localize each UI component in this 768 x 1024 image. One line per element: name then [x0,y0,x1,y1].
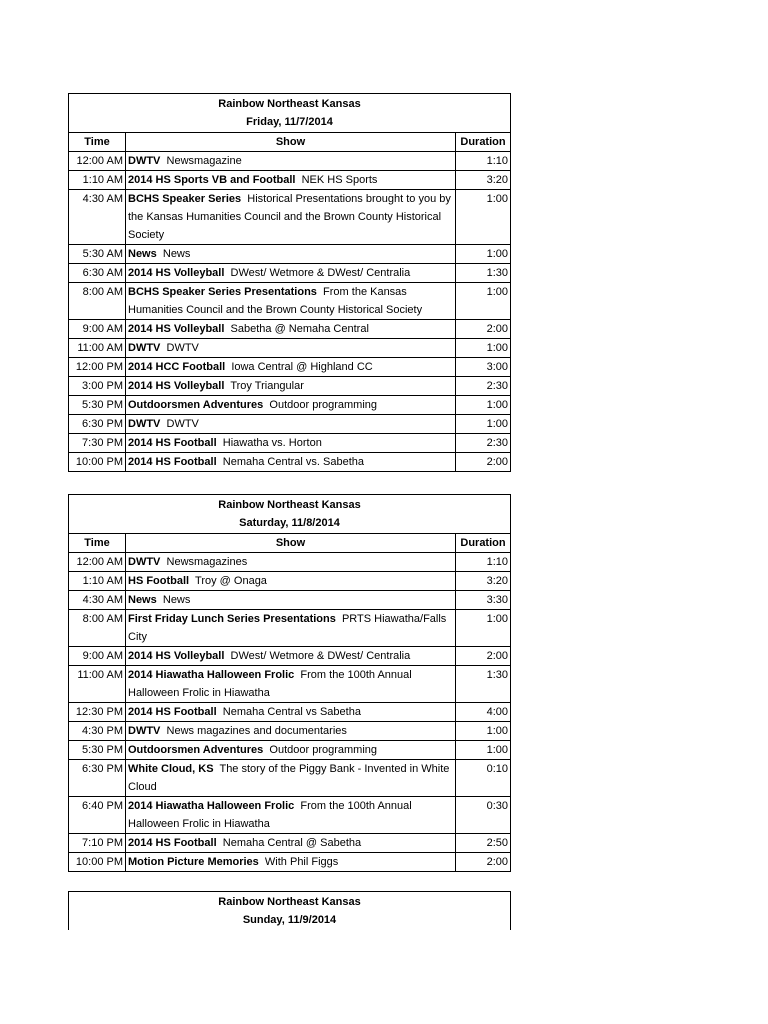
show-description: DWTV [166,418,199,430]
show-title: 2014 HS Football [128,456,217,468]
schedule-row [69,722,511,741]
show-title: 2014 Hiawatha Halloween Frolic [128,800,295,812]
station-title: Rainbow Northeast Kansas [69,892,511,912]
show-cell [126,741,456,760]
show-title: 2014 Hiawatha Halloween Frolic [128,669,295,681]
duration-cell: 1:10 [456,553,511,572]
show-cell [126,264,456,283]
show-description: Troy Triangular [230,380,304,392]
schedule-row [69,339,511,358]
schedule-row [69,264,511,283]
schedule-row [69,320,511,339]
duration-cell: 1:00 [456,415,511,434]
duration-cell: 3:30 [456,591,511,610]
schedule-row [69,853,511,872]
schedule-row [69,760,511,797]
duration-cell: 0:30 [456,797,511,834]
schedule-table-sunday [68,891,511,930]
show-cell [126,171,456,190]
show-description: DWest/ Wetmore & DWest/ Centralia [230,650,411,662]
show-description: Outdoor programming [269,744,378,756]
time-cell: 3:00 PM [69,377,126,396]
show-cell [126,722,456,741]
show-title: 2014 HS Volleyball [128,323,225,335]
show-cell [126,591,456,610]
show-header: Show [126,534,456,553]
show-title: DWTV [128,725,161,737]
show-cell [126,760,456,797]
show-cell [126,703,456,722]
time-cell: 11:00 AM [69,339,126,358]
show-cell [126,190,456,245]
show-title: DWTV [128,342,161,354]
station-title: Rainbow Northeast Kansas [69,94,511,114]
show-title: Outdoorsmen Adventures [128,744,264,756]
schedule-row [69,434,511,453]
duration-cell: 2:00 [456,853,511,872]
duration-cell: 2:30 [456,434,511,453]
time-cell: 1:10 AM [69,171,126,190]
schedule-row [69,190,511,245]
time-cell: 4:30 PM [69,722,126,741]
show-cell [126,434,456,453]
duration-cell: 2:00 [456,320,511,339]
show-cell [126,853,456,872]
duration-cell: 1:00 [456,245,511,264]
schedule-row [69,283,511,320]
time-header: Time [69,133,126,152]
duration-cell: 1:00 [456,190,511,245]
show-cell [126,320,456,339]
show-description: News [162,594,191,606]
show-description: DWest/ Wetmore & DWest/ Centralia [230,267,411,279]
show-title: 2014 HS Football [128,706,217,718]
show-description: Nemaha Central vs. Sabetha [222,456,365,468]
show-cell [126,415,456,434]
duration-cell: 1:10 [456,152,511,171]
show-title: HS Football [128,575,190,587]
show-title: First Friday Lunch Series Presentations [128,613,336,625]
schedule-row [69,245,511,264]
show-description: Newsmagazines [166,556,248,568]
show-title: 2014 HS Football [128,437,217,449]
time-cell: 10:00 PM [69,853,126,872]
show-description: Troy @ Onaga [195,575,267,587]
time-cell: 6:30 PM [69,760,126,797]
schedule-row [69,797,511,834]
time-cell: 11:00 AM [69,666,126,703]
duration-cell: 4:00 [456,703,511,722]
schedule-row [69,358,511,377]
show-title: DWTV [128,418,161,430]
time-cell: 12:00 PM [69,358,126,377]
show-description: From the Kansas Humanities Council and the Brown County Historical Society [128,286,423,316]
show-cell [126,610,456,647]
show-cell [126,572,456,591]
time-cell: 8:00 AM [69,610,126,647]
duration-cell: 1:00 [456,722,511,741]
time-cell: 6:40 PM [69,797,126,834]
show-cell [126,666,456,703]
time-cell: 12:00 AM [69,553,126,572]
duration-cell: 1:00 [456,610,511,647]
show-cell [126,453,456,472]
show-cell [126,377,456,396]
schedule-row [69,834,511,853]
duration-cell: 1:00 [456,283,511,320]
time-cell: 4:30 AM [69,190,126,245]
duration-header: Duration [456,534,511,553]
schedule-row [69,396,511,415]
duration-cell: 3:20 [456,171,511,190]
time-cell: 9:00 AM [69,647,126,666]
station-title: Rainbow Northeast Kansas [69,495,511,515]
show-description: Nemaha Central vs Sabetha [222,706,361,718]
time-cell: 6:30 AM [69,264,126,283]
show-title: 2014 HS Volleyball [128,650,225,662]
duration-cell: 1:30 [456,666,511,703]
show-description: Hiawatha vs. Horton [222,437,322,449]
column-headers [69,133,511,152]
time-cell: 7:10 PM [69,834,126,853]
schedule-row [69,741,511,760]
show-title: Motion Picture Memories [128,856,259,868]
time-cell: 12:00 AM [69,152,126,171]
schedule-row [69,377,511,396]
duration-cell: 1:00 [456,339,511,358]
show-description: With Phil Figgs [264,856,339,868]
show-title: BCHS Speaker Series [128,193,242,205]
duration-cell: 2:00 [456,647,511,666]
show-title: 2014 HS Sports VB and Football [128,174,296,186]
show-title: 2014 HS Volleyball [128,267,225,279]
schedule-date: Sunday, 11/9/2014 [69,911,511,930]
show-title: 2014 HCC Football [128,361,226,373]
show-description: Iowa Central @ Highland CC [231,361,373,373]
show-cell [126,339,456,358]
schedule-row [69,591,511,610]
show-cell [126,152,456,171]
show-description: From the 100th Annual Halloween Frolic in Hiawatha [128,669,412,699]
duration-cell: 1:30 [456,264,511,283]
show-cell [126,553,456,572]
time-cell: 4:30 AM [69,591,126,610]
schedule-row [69,415,511,434]
show-description: News magazines and documentaries [166,725,347,737]
show-title: White Cloud, KS [128,763,214,775]
schedule-table-friday [68,93,511,472]
show-cell [126,245,456,264]
time-cell: 5:30 PM [69,396,126,415]
column-headers [69,534,511,553]
show-description: DWTV [166,342,199,354]
schedule-row [69,610,511,647]
time-cell: 7:30 PM [69,434,126,453]
show-description: Newsmagazine [166,155,242,167]
show-cell [126,834,456,853]
schedule-row [69,666,511,703]
duration-header: Duration [456,133,511,152]
schedule-row [69,553,511,572]
show-title: Outdoorsmen Adventures [128,399,264,411]
show-cell [126,396,456,415]
show-description: Historical Presentations brought to you by the Kansas Humanities Council and the Brown County Historical Society [128,193,451,241]
schedule-row [69,572,511,591]
duration-cell: 2:30 [456,377,511,396]
time-cell: 10:00 PM [69,453,126,472]
schedule-row [69,152,511,171]
show-description: Nemaha Central @ Sabetha [222,837,362,849]
time-cell: 12:30 PM [69,703,126,722]
show-title: News [128,248,157,260]
show-description: Sabetha @ Nemaha Central [230,323,369,335]
show-cell [126,797,456,834]
duration-cell: 3:20 [456,572,511,591]
show-cell [126,283,456,320]
time-header: Time [69,534,126,553]
schedule-row [69,703,511,722]
duration-cell: 2:00 [456,453,511,472]
show-description: NEK HS Sports [301,174,378,186]
duration-cell: 2:50 [456,834,511,853]
time-cell: 8:00 AM [69,283,126,320]
show-header: Show [126,133,456,152]
schedule-date: Friday, 11/7/2014 [69,113,511,133]
time-cell: 5:30 AM [69,245,126,264]
show-description: News [162,248,191,260]
time-cell: 5:30 PM [69,741,126,760]
time-cell: 9:00 AM [69,320,126,339]
show-cell [126,358,456,377]
show-description: Outdoor programming [269,399,378,411]
time-cell: 1:10 AM [69,572,126,591]
show-cell [126,647,456,666]
schedule-row [69,171,511,190]
show-description: The story of the Piggy Bank - Invented in White Cloud [128,763,450,793]
show-title: 2014 HS Football [128,837,217,849]
schedule-table-saturday [68,494,511,872]
time-cell: 6:30 PM [69,415,126,434]
schedule-row [69,647,511,666]
duration-cell: 1:00 [456,396,511,415]
show-description: From the 100th Annual Halloween Frolic in Hiawatha [128,800,412,830]
show-description: PRTS Hiawatha/Falls City [128,613,447,643]
duration-cell: 0:10 [456,760,511,797]
show-title: DWTV [128,556,161,568]
show-title: DWTV [128,155,161,167]
schedule-row [69,453,511,472]
schedule-date: Saturday, 11/8/2014 [69,514,511,534]
duration-cell: 1:00 [456,741,511,760]
duration-cell: 3:00 [456,358,511,377]
show-title: 2014 HS Volleyball [128,380,225,392]
show-title: News [128,594,157,606]
show-title: BCHS Speaker Series Presentations [128,286,317,298]
